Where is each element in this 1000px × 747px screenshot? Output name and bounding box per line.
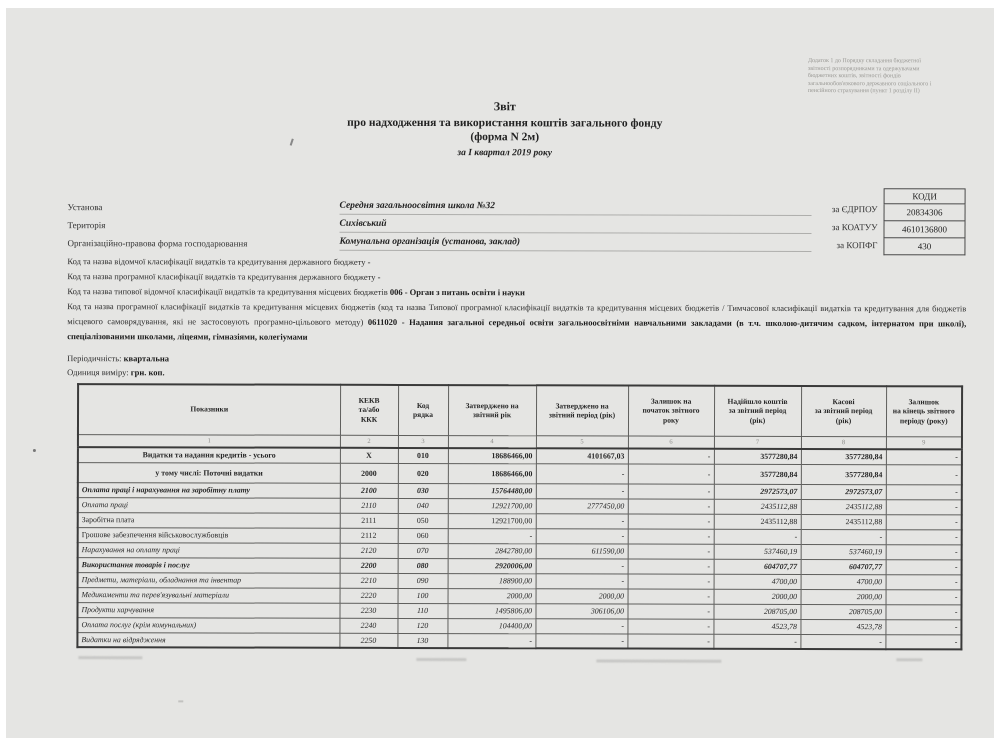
institution-value: Середня загальноосвітня школа №32 (340, 201, 812, 216)
cell-name: Використання товарів і послуг (78, 557, 340, 573)
cell-c6: - (628, 544, 714, 559)
cell-c5: - (536, 463, 628, 483)
cell-kekv: 2250 (339, 633, 397, 648)
cell-c7: - (713, 634, 800, 649)
cell-c9: - (886, 544, 962, 559)
scan-smudge (896, 658, 922, 661)
header-approved-period: Затверджено на звітний період (рік) (536, 385, 628, 435)
cell-name: Медикаменти та перев'язувальні матеріали (78, 587, 340, 603)
cell-code: 010 (398, 448, 448, 463)
scan-speck (33, 449, 36, 452)
cell-kekv: 2210 (340, 573, 398, 588)
koatuu-code: 4610136800 (883, 221, 965, 238)
cell-c8: 2000,00 (801, 589, 886, 604)
cell-kekv: 2000 (340, 463, 398, 483)
codes-table (883, 188, 965, 255)
header-received-funds: Надійшло коштів за звітний період (рік) (714, 386, 801, 436)
appendix-note-line: пенсійного страхування (пункт 1 розділу II) (807, 88, 920, 95)
cell-c8: - (800, 634, 885, 649)
cell-c9: - (886, 529, 962, 544)
report-subtitle: про надходження та використання коштів загального фонду (347, 116, 663, 130)
cell-c5: 306106,00 (535, 603, 627, 618)
cell-c4: 2842780,00 (448, 543, 536, 558)
cell-code: 090 (398, 573, 448, 588)
cell-c8: 537460,19 (801, 544, 886, 559)
cell-c4: 15764480,00 (448, 483, 536, 498)
cell-c4: 2000,00 (448, 588, 536, 603)
cell-c8: 604707,77 (801, 559, 886, 574)
header-kekv: КЕКВ та/або ККК (340, 385, 398, 435)
cell-c4: 2920006,00 (448, 558, 536, 573)
program-paragraph (67, 299, 966, 346)
header-cash: Касові за звітний період (рік) (801, 386, 886, 436)
classification-line-3-text: Код та назва типової відомчої класифікації видатків та кредитування місцевих бюджетів (67, 286, 390, 297)
edrpou-code: 20834306 (884, 204, 966, 221)
table-row (78, 462, 962, 484)
classification-line-3 (67, 286, 967, 298)
cell-kekv: 2111 (340, 513, 398, 528)
cell-c6: - (628, 529, 714, 544)
scan-smudge (596, 659, 721, 662)
cell-name: Грошове забезпечення військовослужбовців (78, 527, 340, 543)
header-balance-end: Залишок на кінець звітного періоду (року) (886, 386, 962, 436)
cell-c5: 4101667,03 (536, 448, 628, 463)
cell-kekv: 2240 (339, 618, 397, 633)
cell-c9: - (885, 634, 961, 649)
header-approved-year: Затверджено на звітний рік (448, 385, 536, 435)
cell-kekv: X (340, 448, 398, 463)
cell-c6: - (627, 619, 713, 634)
cell-c6: - (628, 499, 714, 514)
codes-header: КОДИ (884, 188, 966, 204)
cell-c6: - (628, 464, 714, 484)
cell-c5: - (536, 513, 628, 528)
col-num: 7 (714, 436, 801, 449)
cell-c8: 208705,00 (800, 604, 885, 619)
cell-c8: 2972573,07 (801, 484, 886, 499)
program-code-text: 0611020 - Надання загальної середньої освіти загальноосвітніми навчальними закладами (в т.ч. школою-дитячим садком, інтернатом при школі), спеціалізованими школами, ліцеями, гімназіями, колегіумами (67, 316, 967, 342)
cell-c9: - (885, 604, 961, 619)
institution-label: Установа (67, 202, 103, 213)
cell-c6: - (628, 589, 714, 604)
cell-code: 110 (397, 603, 447, 618)
cell-c8: 3577280,84 (801, 464, 886, 484)
cell-c8: - (801, 529, 886, 544)
classification-line-1: Код та назва відомчої класифікації видатків та кредитування державного бюджету - (67, 256, 371, 267)
scan-smudge (78, 656, 142, 659)
cell-c8: 2435112,88 (801, 499, 886, 514)
cell-code: 030 (398, 483, 448, 498)
cell-code: 100 (398, 588, 448, 603)
cell-name: Видатки на відрядження (77, 632, 339, 648)
cell-c9: - (885, 619, 961, 634)
cell-c5: 2777450,00 (536, 498, 628, 513)
cell-c4: 104400,00 (447, 618, 535, 633)
cell-c4: 12921700,00 (448, 498, 536, 513)
cell-code: 120 (397, 618, 447, 633)
form-number: (форма N 2м) (470, 131, 540, 144)
col-num: 8 (801, 436, 886, 449)
cell-c7: 2435112,88 (714, 499, 801, 514)
cell-name: Предмети, матеріали, обладнання та інвентар (78, 572, 340, 588)
cell-c7: 604707,77 (714, 559, 801, 574)
cell-c4: 1495806,00 (447, 603, 535, 618)
classification-line-3-code: 006 - Орган з питань освіти і науки (389, 286, 525, 298)
cell-c5: - (536, 528, 628, 543)
program-paragraph-text: Код та назва програмної класифікації видатків та кредитування місцевих бюджетів (код та назва Типової програмної класифікації видатків та кредитування місцевих бюджетів / Тимчасової класифікації видатків та кредитування для бюджетів місцевого самоврядування, які не застосовують програмно-цільового методу) (67, 301, 967, 327)
cell-c7: 537460,19 (714, 544, 801, 559)
cell-c4: 18686466,00 (448, 448, 536, 463)
cell-c5: - (536, 573, 628, 588)
appendix-note-line: бюджетних коштів, звітності фондів (807, 73, 901, 80)
cell-code: 020 (398, 463, 448, 483)
cell-code: 130 (397, 633, 447, 648)
cell-c5: - (535, 633, 627, 648)
cell-kekv: 2120 (340, 543, 398, 558)
cell-c8: 3577280,84 (801, 449, 886, 464)
header-balance-start: Залишок на початок звітного року (628, 386, 714, 436)
col-num: 9 (886, 436, 962, 449)
cell-code: 070 (398, 543, 448, 558)
edrpou-label: за ЄДРПОУ (831, 204, 878, 215)
cell-c6: - (628, 574, 714, 589)
cell-name: Видатки та надання кредитів - усього (78, 447, 340, 463)
cell-c5: - (536, 558, 628, 573)
cell-c9: - (886, 449, 962, 464)
cell-c9: - (886, 574, 962, 589)
periodicity-label: Періодичність: (67, 353, 124, 364)
cell-c6: - (628, 449, 714, 464)
cell-c6: - (628, 484, 714, 499)
cell-name: Оплата праці (78, 497, 340, 513)
report-table (76, 383, 963, 650)
cell-code: 080 (398, 558, 448, 573)
territory-label: Територія (67, 220, 106, 231)
cell-kekv: 2112 (340, 528, 398, 543)
cell-c8: 4523,78 (800, 619, 885, 634)
cell-c4: 12921700,00 (448, 513, 536, 528)
report-period: за I квартал 2019 року (457, 148, 552, 159)
cell-c7: - (714, 529, 801, 544)
cell-c9: - (886, 484, 962, 499)
col-num: 5 (536, 435, 628, 448)
header-row-code: Код рядка (398, 385, 448, 435)
appendix-note-line: Додаток 1 до Порядку складання бюджетної (807, 58, 922, 65)
periodicity (67, 353, 169, 363)
cell-code: 050 (398, 513, 448, 528)
cell-kekv: 2200 (340, 558, 398, 573)
cell-name: у тому числі: Поточні видатки (78, 462, 340, 483)
cell-c4: - (447, 633, 535, 648)
cell-c5: 611590,00 (536, 543, 628, 558)
cell-kekv: 2230 (339, 603, 397, 618)
cell-c8: 4700,00 (801, 574, 886, 589)
cell-c5: - (535, 618, 627, 633)
classification-line-2: Код та назва програмної класифікації видатків та кредитування державного бюджету - (67, 271, 381, 282)
cell-c7: 2000,00 (714, 589, 801, 604)
cell-name: Оплата праці і нарахування на заробітну плату (78, 482, 340, 498)
header-indicators: Показники (78, 384, 340, 435)
cell-c7: 3577280,84 (714, 464, 801, 484)
cell-c4: 18686466,00 (448, 463, 536, 483)
cell-c7: 2435112,88 (714, 514, 801, 529)
org-form-value: Комунальна організація (установа, заклад) (339, 237, 811, 252)
col-num: 4 (448, 435, 536, 448)
cell-name: Заробітна плата (78, 512, 340, 528)
scan-speck (178, 700, 183, 702)
cell-code: 060 (398, 528, 448, 543)
cell-c9: - (886, 589, 962, 604)
cell-c9: - (886, 499, 962, 514)
koatuu-label: за КОАТУУ (831, 222, 878, 233)
cell-c5: 2000,00 (536, 588, 628, 603)
cell-name: Продукти харчування (77, 602, 339, 618)
org-form-label: Організаційно-правова форма господарювання (67, 238, 248, 249)
col-num: 3 (398, 435, 448, 448)
territory-value: Сихівський (339, 219, 811, 234)
cell-c4: - (448, 528, 536, 543)
cell-kekv: 2100 (340, 483, 398, 498)
title-block (60, 98, 950, 159)
col-num: 1 (78, 434, 340, 448)
cell-c9: - (886, 464, 962, 484)
scan-smudge (416, 658, 466, 661)
appendix-note (808, 58, 990, 96)
cell-c6: - (628, 559, 714, 574)
cell-kekv: 2110 (340, 498, 398, 513)
appendix-note-line: звітності розпорядниками та одержувачами (807, 65, 920, 72)
table-header-row (78, 384, 962, 436)
cell-c7: 3577280,84 (714, 449, 801, 464)
unit-label: Одиниця виміру: (67, 367, 131, 378)
report-title: Звіт (493, 99, 516, 114)
cell-c6: - (628, 514, 714, 529)
kopfg-code: 430 (883, 238, 965, 255)
periodicity-value: квартальна (123, 353, 169, 364)
cell-c7: 2972573,07 (714, 484, 801, 499)
kopfg-label: за КОПФГ (836, 240, 878, 251)
cell-name: Оплата послуг (крім комунальних) (77, 617, 339, 633)
cell-c7: 208705,00 (713, 604, 800, 619)
cell-c9: - (886, 514, 962, 529)
col-num: 6 (628, 436, 714, 449)
cell-c7: 4700,00 (714, 574, 801, 589)
cell-c5: - (536, 483, 628, 498)
cell-kekv: 2220 (340, 588, 398, 603)
cell-name: Нарахування на оплату праці (78, 542, 340, 558)
cell-c6: - (627, 634, 713, 649)
col-num: 2 (340, 435, 398, 448)
unit-value: грн. коп. (130, 367, 165, 378)
cell-code: 040 (398, 498, 448, 513)
unit-of-measure (67, 367, 164, 377)
table-row (77, 632, 961, 649)
cell-c6: - (627, 604, 713, 619)
cell-c7: 4523,78 (713, 619, 800, 634)
appendix-note-line: загальнообов'язкового державного соціального і (807, 80, 932, 88)
cell-c9: - (886, 559, 962, 574)
cell-c4: 188900,00 (448, 573, 536, 588)
cell-c8: 2435112,88 (801, 514, 886, 529)
